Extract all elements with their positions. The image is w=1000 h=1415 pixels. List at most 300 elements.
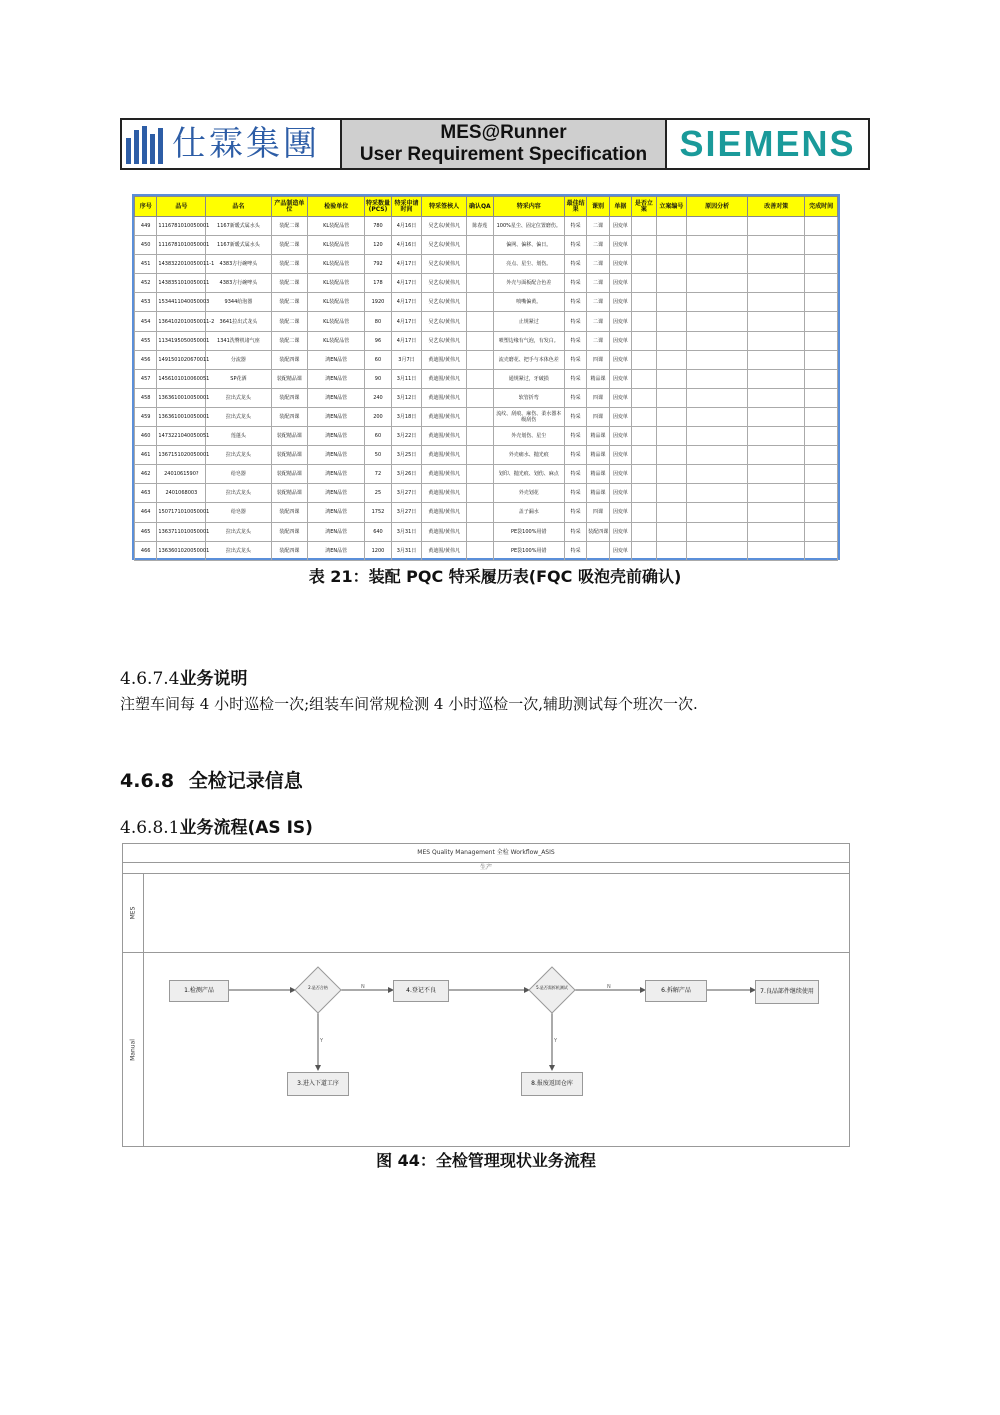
process-node-1: 1.检测产品 <box>169 980 229 1002</box>
table-cell <box>467 446 493 465</box>
table-cell <box>748 369 805 388</box>
table-cell: KL装配品管 <box>308 312 365 331</box>
table-cell: 454 <box>135 312 157 331</box>
table-cell <box>805 369 838 388</box>
table-cell: 462 <box>135 465 157 484</box>
table-cell: 二课 <box>587 331 609 350</box>
table-cell <box>805 522 838 541</box>
table-cell: 4383方行碗啤头 <box>206 274 271 293</box>
table-cell: 1456101010060051 <box>157 369 206 388</box>
table-cell <box>632 331 656 350</box>
table-cell <box>632 236 656 255</box>
table-cell <box>632 541 656 560</box>
table-cell: 1200 <box>365 541 391 560</box>
table-cell: 120 <box>365 236 391 255</box>
table-cell: 1534411040050003 <box>157 293 206 312</box>
pqc-history-table-frame <box>132 194 840 560</box>
table-cell: 1363610010050001 <box>157 388 206 407</box>
table-cell: 拉出式龙头 <box>206 541 271 560</box>
table-cell: 因変单 <box>609 484 631 503</box>
company-logo-icon <box>126 124 166 164</box>
table-body <box>135 217 838 561</box>
table-header-cell: 原因分析 <box>687 197 748 217</box>
table-header-cell: 改善对策 <box>748 197 805 217</box>
table-cell <box>687 484 748 503</box>
table-cell: 外壳与面板配合色差 <box>493 274 564 293</box>
table-cell: 455 <box>135 331 157 350</box>
table-cell: 450 <box>135 236 157 255</box>
document-title <box>342 120 667 168</box>
table-cell <box>656 484 687 503</box>
table-cell <box>748 407 805 426</box>
table-cell: 特采 <box>564 465 586 484</box>
table-cell <box>467 236 493 255</box>
table-cell: 因変单 <box>609 217 631 236</box>
table-cell: 因変单 <box>609 465 631 484</box>
table-cell: 四课 <box>587 350 609 369</box>
company-logo <box>122 120 342 168</box>
table-cell: 装配精品课 <box>271 427 308 446</box>
table-cell: 吴艺东/黄伟凡 <box>422 217 467 236</box>
table-cell: 四课 <box>587 388 609 407</box>
table-header-cell: 是否立案 <box>632 197 656 217</box>
table-cell: 特采 <box>564 503 586 522</box>
table-cell: 9344给泡器 <box>206 293 271 312</box>
table-cell: 二课 <box>587 293 609 312</box>
table-cell <box>805 331 838 350</box>
table-cell: 453 <box>135 293 157 312</box>
table-cell <box>632 407 656 426</box>
table-cell: 黄迪围/黄伟凡 <box>422 522 467 541</box>
table-cell <box>805 350 838 369</box>
table-cell: 四课 <box>587 407 609 426</box>
table-cell: 因変单 <box>609 369 631 388</box>
table-header-row <box>135 197 838 217</box>
table-cell: 1134195050050001 <box>157 331 206 350</box>
table-cell: 3月12日 <box>391 388 422 407</box>
document-title-line2: User Requirement Specification <box>359 144 648 165</box>
table-row <box>135 274 838 293</box>
table-cell: 特采 <box>564 312 586 331</box>
table-cell <box>748 388 805 407</box>
lane-label-manual: Manual <box>123 953 144 1147</box>
table-cell: 二课 <box>587 255 609 274</box>
table-cell: 特采 <box>564 407 586 426</box>
table-cell <box>748 484 805 503</box>
document-title-line1: MES@Runner <box>440 122 567 143</box>
table-cell: 黄迪围/黄伟凡 <box>422 388 467 407</box>
table-cell <box>748 255 805 274</box>
table-cell <box>632 503 656 522</box>
table-cell: 流纹、刮痕、麻伤、柔水器本级刮伤 <box>493 407 564 426</box>
table-cell: 精品课 <box>587 465 609 484</box>
table-cell <box>656 331 687 350</box>
edge-label: N <box>361 984 365 990</box>
table-cell <box>632 427 656 446</box>
table-cell <box>687 255 748 274</box>
table-cell: 黄迪围/黄伟凡 <box>422 465 467 484</box>
table-cell: 90 <box>365 369 391 388</box>
table-cell: 因変单 <box>609 503 631 522</box>
table-cell: 1363610010050001 <box>157 407 206 426</box>
table-row <box>135 331 838 350</box>
table-cell <box>805 255 838 274</box>
table-cell <box>748 331 805 350</box>
table-cell <box>748 236 805 255</box>
table-header-cell: 品号 <box>157 197 206 217</box>
table-cell: 3月25日 <box>391 446 422 465</box>
table-cell <box>632 312 656 331</box>
section-number: 4.6.7.4 <box>120 669 180 689</box>
table-cell: 鸿EN品管 <box>308 388 365 407</box>
table-cell: 464 <box>135 503 157 522</box>
table-cell: 鸿EN品管 <box>308 465 365 484</box>
table-cell: 特采 <box>564 350 586 369</box>
table-cell: 特采 <box>564 522 586 541</box>
table-cell <box>467 350 493 369</box>
table-cell: 4月17日 <box>391 255 422 274</box>
table-cell: 外壳划伤、星尘 <box>493 427 564 446</box>
table-header-cell: 检验单位 <box>308 197 365 217</box>
process-node-7: 7.良品部件继续使用 <box>755 980 819 1004</box>
table-cell: 100%星尘、固定位置磨伤。 <box>493 217 564 236</box>
section-title: 业务说明 <box>179 669 248 689</box>
table-cell <box>632 522 656 541</box>
table-cell: 因変单 <box>609 407 631 426</box>
edge-label: Y <box>320 1038 324 1044</box>
table-cell <box>656 255 687 274</box>
table-cell <box>687 236 748 255</box>
table-cell: 装配精品课 <box>271 446 308 465</box>
table-cell: 240 <box>365 388 391 407</box>
table-cell: 外壳划花 <box>493 484 564 503</box>
table-cell: 60 <box>365 350 391 369</box>
table-cell <box>805 312 838 331</box>
table-cell: 装配精品课 <box>271 465 308 484</box>
table-cell <box>632 369 656 388</box>
table-cell: 3月22日 <box>391 427 422 446</box>
table-cell: 4月17日 <box>391 312 422 331</box>
table-cell: 4月16日 <box>391 236 422 255</box>
table-cell <box>656 236 687 255</box>
table-cell: 鸿EN品管 <box>308 484 365 503</box>
edge-label: N <box>607 984 611 990</box>
table-cell: 1507171010050001 <box>157 503 206 522</box>
table-cell: 特采 <box>564 274 586 293</box>
table-cell <box>687 350 748 369</box>
table-cell: 特采 <box>564 293 586 312</box>
table-cell: 1438351010050011 <box>157 274 206 293</box>
table-cell: 二课 <box>587 236 609 255</box>
table-row <box>135 217 838 236</box>
workflow-connectors <box>123 844 849 1146</box>
pqc-history-table <box>134 196 838 561</box>
diagram-title: MES Quality Management 全检 Workflow_ASIS <box>123 844 849 863</box>
table-cell: 1920 <box>365 293 391 312</box>
table-header-cell: 确认QA <box>467 197 493 217</box>
table-cell: 因変单 <box>609 446 631 465</box>
table-cell: PE袋100%用错 <box>493 541 564 560</box>
table-cell <box>656 541 687 560</box>
table-cell: 特采 <box>564 388 586 407</box>
table-cell <box>656 427 687 446</box>
table-cell <box>656 312 687 331</box>
table-cell <box>467 541 493 560</box>
table-cell: 拉出式龙头 <box>206 484 271 503</box>
table-cell: 1491501020670011 <box>157 350 206 369</box>
table-row <box>135 369 838 388</box>
table-cell: 463 <box>135 484 157 503</box>
table-cell: 4月17日 <box>391 274 422 293</box>
table-header-cell: 特采签核人 <box>422 197 467 217</box>
table-cell: 3月31日 <box>391 522 422 541</box>
table-cell: 因変单 <box>609 541 631 560</box>
table-cell <box>656 274 687 293</box>
table-cell <box>467 274 493 293</box>
table-cell: 特采 <box>564 369 586 388</box>
table-cell <box>687 427 748 446</box>
table-cell: 吴艺东/黄伟凡 <box>422 236 467 255</box>
table-cell <box>467 427 493 446</box>
table-cell: 鸿EN品管 <box>308 407 365 426</box>
table-cell: 装配精品课 <box>271 484 308 503</box>
process-node-4: 4.登记不良 <box>393 980 449 1002</box>
table-cell: 178 <box>365 274 391 293</box>
table-cell: 4月17日 <box>391 293 422 312</box>
table-cell <box>467 522 493 541</box>
table-cell: 精品课 <box>587 369 609 388</box>
table-cell: 吴艺东/黄伟凡 <box>422 331 467 350</box>
section-body: 注塑车间每 4 小时巡检一次;组装车间常规检测 4 小时巡检一次,辅助测试每个班次一次. <box>120 695 698 713</box>
table-cell: 拉出式龙头 <box>206 446 271 465</box>
table-cell <box>805 217 838 236</box>
table-row <box>135 388 838 407</box>
table-cell: SP花洒 <box>206 369 271 388</box>
table-cell <box>748 427 805 446</box>
table-cell <box>467 369 493 388</box>
table-cell: 456 <box>135 350 157 369</box>
table-cell: 3月18日 <box>391 407 422 426</box>
table-cell <box>805 388 838 407</box>
table-cell: KL装配品管 <box>308 274 365 293</box>
table-header-cell: 序号 <box>135 197 157 217</box>
table-cell <box>632 465 656 484</box>
table-cell <box>656 350 687 369</box>
table-header-cell: 品名 <box>206 197 271 217</box>
table-cell: 鸿EN品管 <box>308 350 365 369</box>
table-cell: 2401061590? <box>157 465 206 484</box>
table-cell: 60 <box>365 427 391 446</box>
table-cell <box>748 293 805 312</box>
section-title: 全检记录信息 <box>188 770 303 792</box>
table-cell <box>656 446 687 465</box>
table-cell: 因変单 <box>609 236 631 255</box>
section-heading-468 <box>120 766 303 793</box>
table-cell: 装配四课 <box>587 522 609 541</box>
table-cell <box>687 312 748 331</box>
table-cell: 1116781010050001 <box>157 217 206 236</box>
table-cell: 25 <box>365 484 391 503</box>
table-cell: 458 <box>135 388 157 407</box>
table-header-cell: 最佳结果 <box>564 197 586 217</box>
table-cell: 偏网、偏移、偏日。 <box>493 236 564 255</box>
table-cell: 流壳磨花、把手与本体色差 <box>493 350 564 369</box>
table-cell: 拉出式龙头 <box>206 388 271 407</box>
table-cell <box>467 331 493 350</box>
table-cell <box>656 217 687 236</box>
table-header-cell: 课别 <box>587 197 609 217</box>
table-cell: 装配四课 <box>271 350 308 369</box>
table-cell <box>748 541 805 560</box>
section-heading-4674 <box>120 664 247 689</box>
table-cell: 装配二课 <box>271 217 308 236</box>
table-cell <box>805 236 838 255</box>
table-cell <box>467 255 493 274</box>
table-cell <box>687 465 748 484</box>
table-cell: 精品课 <box>587 446 609 465</box>
table-cell: 96 <box>365 331 391 350</box>
table-cell: 3月11日 <box>391 369 422 388</box>
process-node-6: 6.拆解产品 <box>645 980 707 1002</box>
table-cell: 装配四课 <box>271 522 308 541</box>
table-cell: 1363601020050001 <box>157 541 206 560</box>
table-row <box>135 541 838 560</box>
table-cell <box>632 446 656 465</box>
table-cell: 72 <box>365 465 391 484</box>
table-cell: 二课 <box>587 217 609 236</box>
table-cell: 黄迪围/黄伟凡 <box>422 541 467 560</box>
workflow-diagram <box>122 843 850 1147</box>
table-cell: 装配二课 <box>271 293 308 312</box>
table-cell: 黄迪围/黄伟凡 <box>422 503 467 522</box>
table-cell: 1116781010050001 <box>157 236 206 255</box>
table-cell: 3641拉出式龙头 <box>206 312 271 331</box>
table-cell: 1367151020050001 <box>157 446 206 465</box>
table-cell: 黄迪围/黄伟凡 <box>422 446 467 465</box>
table-cell: 二课 <box>587 312 609 331</box>
table-cell: 特采 <box>564 331 586 350</box>
table-cell: 457 <box>135 369 157 388</box>
table-cell <box>687 522 748 541</box>
table-cell <box>467 388 493 407</box>
table-cell: 精品课 <box>587 484 609 503</box>
table-cell: 1438322010050011-1 <box>157 255 206 274</box>
table-cell <box>687 503 748 522</box>
table-cell: 因変单 <box>609 255 631 274</box>
table-cell: 外壳痛水、抛光痕 <box>493 446 564 465</box>
table-cell: 装配四课 <box>271 388 308 407</box>
table-cell: 装配二课 <box>271 331 308 350</box>
table-cell: PE袋100%用错 <box>493 522 564 541</box>
table-cell <box>632 293 656 312</box>
table-cell <box>656 465 687 484</box>
table-cell: 因変单 <box>609 312 631 331</box>
siemens-logo <box>667 120 868 168</box>
table-cell: 给皂器 <box>206 465 271 484</box>
table-row <box>135 312 838 331</box>
table-cell <box>748 312 805 331</box>
table-cell: 特采 <box>564 217 586 236</box>
table-cell <box>467 484 493 503</box>
table-row <box>135 407 838 426</box>
table-cell <box>687 369 748 388</box>
table-cell: 因変单 <box>609 331 631 350</box>
siemens-logo-text: SIEMENS <box>679 123 856 164</box>
table-header-cell: 立案编号 <box>656 197 687 217</box>
table-cell <box>632 350 656 369</box>
table-cell: 吴艺东/黄伟凡 <box>422 274 467 293</box>
table-cell: 3月26日 <box>391 465 422 484</box>
table-cell: 给皂器 <box>206 503 271 522</box>
table-cell <box>467 503 493 522</box>
table-header-cell: 单据 <box>609 197 631 217</box>
table-cell: 因変单 <box>609 293 631 312</box>
table-cell: 1363711010050001 <box>157 522 206 541</box>
table-header-cell: 产品制造单位 <box>271 197 308 217</box>
table-cell: 因変单 <box>609 522 631 541</box>
process-node-8: 8.报废返回仓库 <box>521 1072 583 1096</box>
table-cell: 莲蓬头 <box>206 427 271 446</box>
table-cell: 装配二课 <box>271 312 308 331</box>
table-cell <box>687 331 748 350</box>
table-row <box>135 236 838 255</box>
table-cell: 划印、抛光痕、划伤、麻点 <box>493 465 564 484</box>
table-cell <box>632 274 656 293</box>
table-cell: 黄迪围/黄伟凡 <box>422 407 467 426</box>
table-cell <box>748 350 805 369</box>
table-cell: 黄迪围/黄伟凡 <box>422 350 467 369</box>
table-cell <box>632 255 656 274</box>
table-cell: 1473221040050051 <box>157 427 206 446</box>
table-header-cell: 特采数量(PCS) <box>365 197 391 217</box>
table-cell: 二课 <box>587 274 609 293</box>
table-cell: 4月16日 <box>391 217 422 236</box>
table-caption: 表 21：装配 PQC 特采履历表(FQC 吸泡壳前确认) <box>308 567 682 586</box>
table-cell: 装配四课 <box>271 541 308 560</box>
table-cell <box>656 388 687 407</box>
table-cell: 拉出式龙头 <box>206 522 271 541</box>
table-cell <box>656 293 687 312</box>
table-cell: 因変单 <box>609 274 631 293</box>
table-cell: KL装配品管 <box>308 255 365 274</box>
table-cell: 黄迪围/黄伟凡 <box>422 369 467 388</box>
table-cell: 460 <box>135 427 157 446</box>
table-cell: 因変单 <box>609 350 631 369</box>
table-cell: 装配二课 <box>271 255 308 274</box>
table-cell: 鸿EN品管 <box>308 522 365 541</box>
table-cell: 吴艺东/黄伟凡 <box>422 312 467 331</box>
table-cell <box>687 388 748 407</box>
table-cell: 软管折弯 <box>493 388 564 407</box>
table-cell <box>748 274 805 293</box>
table-cell: 1341洗臀机诸气座 <box>206 331 271 350</box>
table-cell <box>467 312 493 331</box>
table-cell <box>632 484 656 503</box>
table-cell <box>467 293 493 312</box>
table-cell: 止规紧过 <box>493 312 564 331</box>
table-cell: 精品课 <box>587 427 609 446</box>
table-cell: 特采 <box>564 236 586 255</box>
decision-label-2: 2.是否合格 <box>308 985 328 990</box>
table-cell <box>805 465 838 484</box>
table-cell: 鸿EN品管 <box>308 503 365 522</box>
table-cell: 装配二课 <box>271 274 308 293</box>
section-number: 4.6.8.1 <box>120 818 180 838</box>
table-cell: KL装配品管 <box>308 236 365 255</box>
decision-label-5: 5.是否需拆机测试 <box>536 985 568 990</box>
table-cell: 2401068003 <box>157 484 206 503</box>
table-row <box>135 293 838 312</box>
